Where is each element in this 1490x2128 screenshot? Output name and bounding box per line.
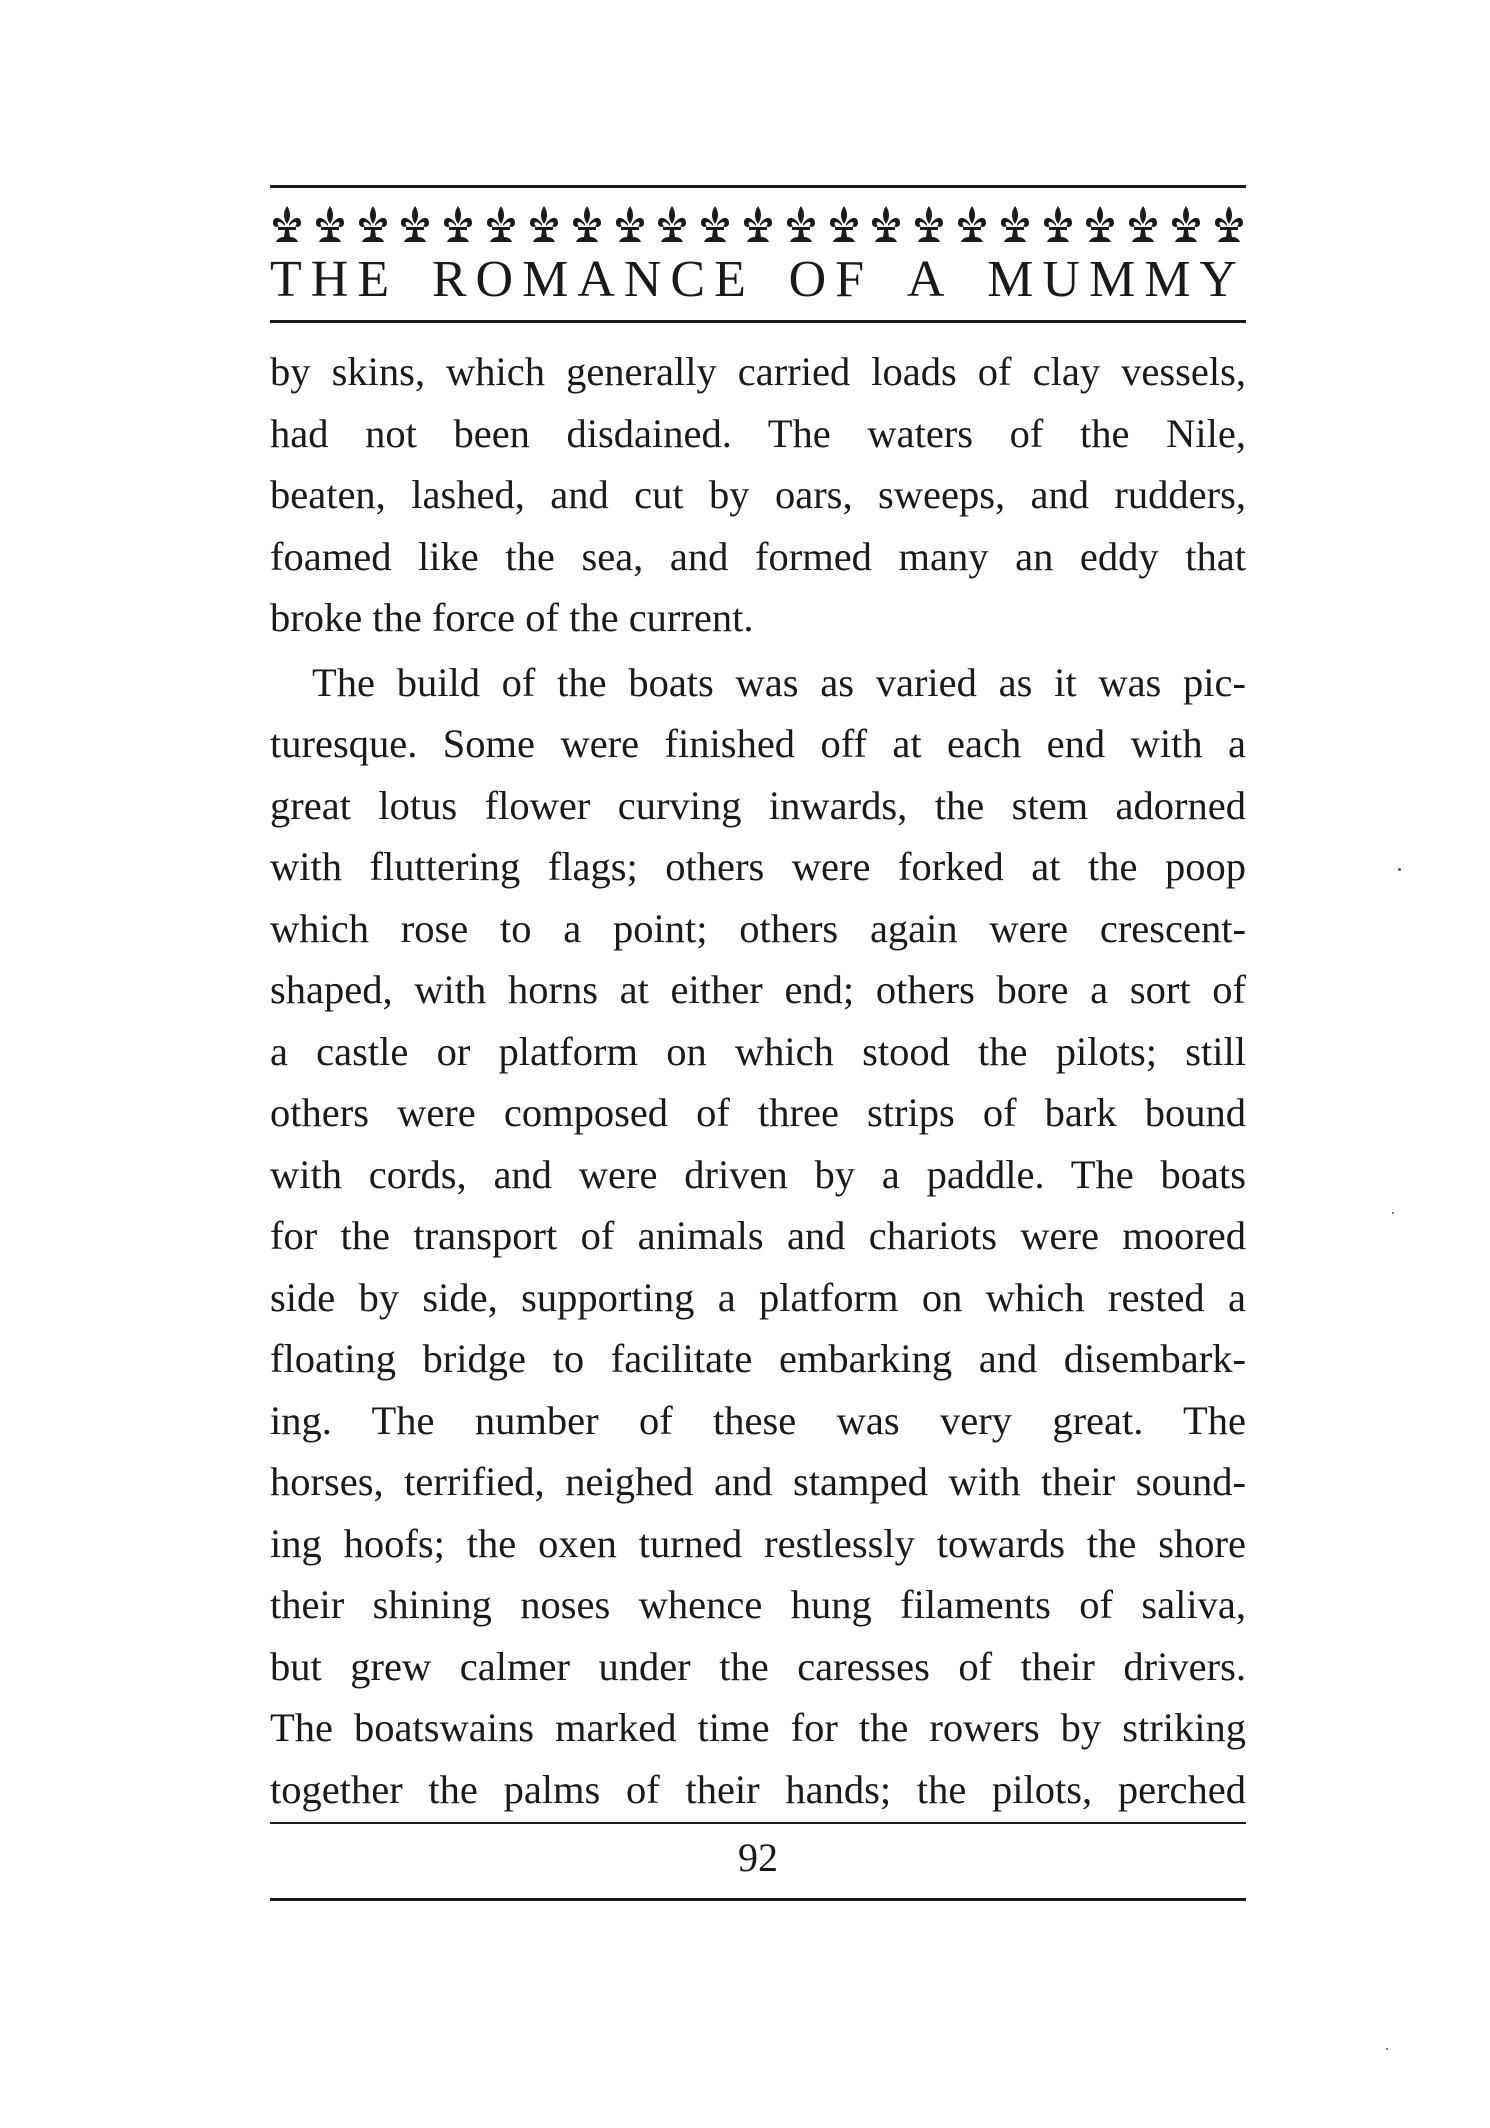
text-line: with fluttering flags; others were forked at the poop [270,844,1246,889]
text-line: The boatswains marked time for the rowers by striking [270,1705,1246,1750]
fleur-de-lis-icon [1083,204,1117,244]
paragraph-2 [270,652,1246,1821]
running-title [270,251,1246,308]
text-line: others were composed of three strips of bark bound [270,1090,1246,1135]
running-title-word: ROMANCE [431,251,755,308]
text-line: together the palms of their hands; the pilots, perched [270,1766,1246,1812]
text-line: by skins, which generally carried loads of clay vessels, [270,349,1246,394]
page [270,185,1246,1820]
text-line: which rose to a point; others again were crescent- [270,905,1246,951]
paper-speck [1386,2048,1388,2050]
fleur-de-lis-icon [998,204,1032,244]
fleur-de-lis-icon [784,204,818,244]
fleur-de-lis-icon [655,204,689,244]
fleur-de-lis-icon [1169,204,1203,244]
fleur-de-lis-icon [698,204,732,244]
fleur-de-lis-icon [441,204,475,244]
fleur-de-lis-icon [1041,204,1075,244]
text-line: with cords, and were driven by a paddle. The boats [270,1151,1246,1197]
page-footer [270,1822,1246,1901]
fleur-de-lis-icon [527,204,561,244]
text-line: shaped, with horns at either end; others bore a sort of [270,967,1246,1012]
text-line: ing. The number of these was very great. The [270,1397,1246,1443]
paper-speck [1392,1212,1394,1214]
text-line: great lotus flower curving inwards, the stem adorned [270,782,1246,828]
page-number: 92 [738,1835,778,1880]
fleur-de-lis-icon [613,204,647,244]
fleur-de-lis-icon [1126,204,1160,244]
fleur-de-lis-icon [955,204,989,244]
fleur-de-lis-icon [827,204,861,244]
running-title-word: THE [270,251,399,308]
text-line: their shining noses whence hung filaments of saliva, [270,1582,1246,1627]
running-title-word: A [906,251,954,308]
footer-rule-bottom [270,1898,1246,1901]
text-line: for the transport of animals and chariots were moored [270,1213,1246,1258]
fleur-de-lis-icon [484,204,518,244]
text-line: side by side, supporting a platform on which rested a [270,1274,1246,1320]
text-line: turesque. Some were finished off at each end with a [270,721,1246,766]
fleur-de-lis-icon [313,204,347,244]
running-title-word: MUMMY [987,251,1246,308]
footer-rule-top [270,1822,1246,1824]
text-line: beaten, lashed, and cut by oars, sweeps, and rudders, [270,472,1246,517]
fleur-de-lis-icon [741,204,775,244]
fleur-de-lis-icon [1212,204,1246,244]
ornament-band [270,204,1246,248]
fleur-de-lis-icon [570,204,604,244]
paper-speck [1398,868,1401,871]
text-line: had not been disdained. The waters of the Nile, [270,410,1246,456]
text-line: The build of the boats was as varied as it was pic- [312,659,1246,705]
fleur-de-lis-icon [270,204,304,244]
text-line: ing hoofs; the oxen turned restlessly towards the shore [270,1520,1246,1566]
text-line: but grew calmer under the caresses of their drivers. [270,1643,1246,1689]
top-rule [270,185,1246,188]
fleur-de-lis-icon [398,204,432,244]
fleur-de-lis-icon [869,204,903,244]
text-line: a castle or platform on which stood the pilots; still [270,1028,1246,1074]
text-line: broke the force of the current. [270,595,754,640]
text-line: floating bridge to facilitate embarking and disembark- [270,1336,1246,1381]
fleur-de-lis-icon [912,204,946,244]
text-line: horses, terrified, neighed and stamped with their sound- [270,1459,1246,1504]
running-title-word: OF [788,251,874,308]
text-line: foamed like the sea, and formed many an eddy that [270,533,1246,579]
paragraph-1 [270,341,1246,649]
header-rule [270,320,1246,323]
body-text [270,341,1246,1820]
fleur-de-lis-icon [356,204,390,244]
